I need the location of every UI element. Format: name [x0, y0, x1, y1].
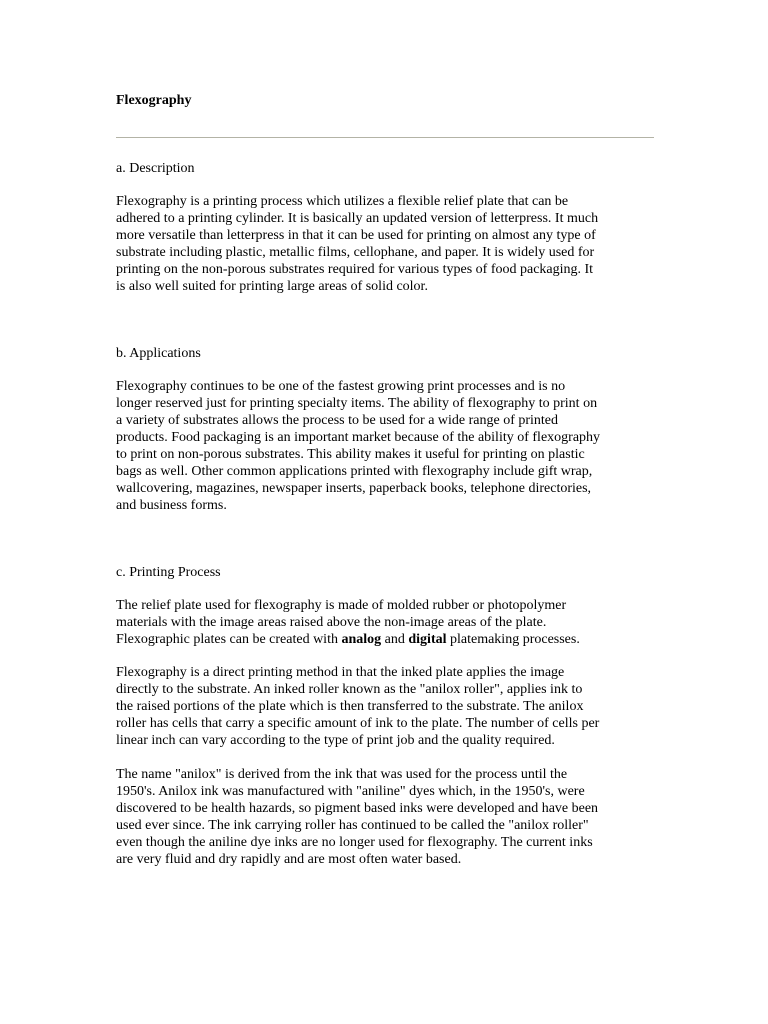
text-line: substrate including plastic, metallic films, cellophane, and paper. It is widely used for	[116, 245, 595, 260]
text-line: the raised portions of the plate which is then transferred to the substrate. The anilox	[116, 699, 584, 714]
document-title: Flexography	[116, 93, 192, 108]
text-line: Flexography is a direct printing method in that the inked plate applies the image	[116, 665, 565, 680]
text-run: platemaking processes.	[446, 632, 580, 647]
description-paragraph	[116, 193, 656, 295]
text-line: Flexography is a printing process which utilizes a flexible relief plate that can be	[116, 194, 569, 209]
section-heading-description: a. Description	[116, 161, 195, 176]
text-line: The relief plate used for flexography is made of molded rubber or photopolymer	[116, 598, 567, 613]
text-run: and	[381, 632, 409, 647]
text-line: printing on the non-porous substrates required for various types of food packaging. It	[116, 262, 594, 277]
text-line: is also well suited for printing large areas of solid color.	[116, 279, 428, 294]
text-line: to print on non-porous substrates. This ability makes it useful for printing on plastic	[116, 447, 585, 462]
text-line: Flexography continues to be one of the fastest growing print processes and is no	[116, 379, 566, 394]
text-line: materials with the image areas raised above the non-image areas of the plate.	[116, 615, 547, 630]
text-line: even though the aniline dye inks are no longer used for flexography. The current inks	[116, 835, 593, 850]
text-line: a variety of substrates allows the process to be used for a wide range of printed	[116, 413, 559, 428]
text-run: Flexographic plates can be created with	[116, 632, 342, 647]
text-line: adhered to a printing cylinder. It is basically an updated version of letterpress. It much	[116, 211, 599, 226]
section-heading-applications: b. Applications	[116, 346, 201, 361]
horizontal-rule	[116, 137, 654, 138]
text-line: roller has cells that carry a specific amount of ink to the plate. The number of cells per	[116, 716, 600, 731]
text-line: The name "anilox" is derived from the ink that was used for the process until the	[116, 767, 568, 782]
printing-process-paragraph-1	[116, 597, 656, 648]
text-line: longer reserved just for printing specialty items. The ability of flexography to print on	[116, 396, 598, 411]
printing-process-paragraph-3	[116, 766, 656, 868]
text-line: discovered to be health hazards, so pigment based inks were developed and have been	[116, 801, 599, 816]
text-line: and business forms.	[116, 498, 227, 513]
text-line: 1950's. Anilox ink was manufactured with "aniline" dyes which, in the 1950's, were	[116, 784, 585, 799]
bold-term-digital: digital	[408, 632, 447, 647]
text-line: are very fluid and dry rapidly and are most often water based.	[116, 852, 462, 867]
text-line: used ever since. The ink carrying roller has continued to be called the "anilox roller"	[116, 818, 589, 833]
text-line: wallcovering, magazines, newspaper inserts, paperback books, telephone directories,	[116, 481, 592, 496]
text-line: more versatile than letterpress in that it can be used for printing on almost any type of	[116, 228, 596, 243]
text-line-with-bold	[116, 631, 656, 648]
text-line: products. Food packaging is an important market because of the ability of flexography	[116, 430, 601, 445]
text-line: directly to the substrate. An inked roller known as the "anilox roller", applies ink to	[116, 682, 583, 697]
text-line: linear inch can vary according to the type of print job and the quality required.	[116, 733, 555, 748]
text-line: bags as well. Other common applications printed with flexography include gift wrap,	[116, 464, 593, 479]
printing-process-paragraph-2	[116, 664, 656, 749]
bold-term-analog: analog	[341, 632, 382, 647]
section-heading-printing-process: c. Printing Process	[116, 565, 221, 580]
applications-paragraph	[116, 378, 656, 514]
